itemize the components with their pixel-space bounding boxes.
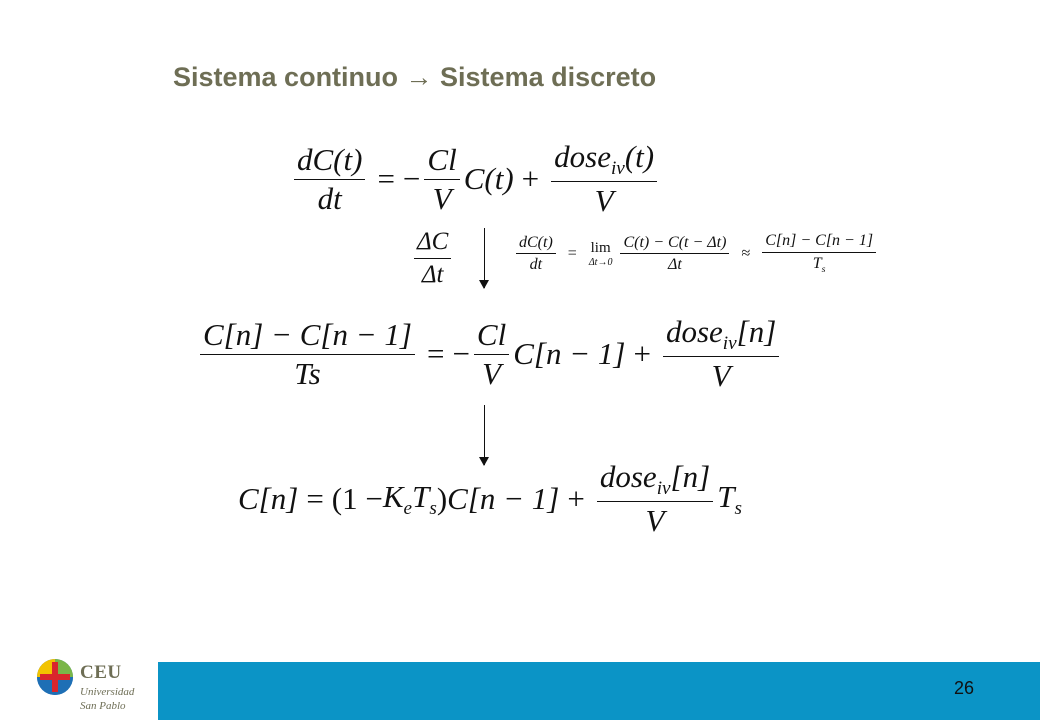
eq2-frac1-denominator: V [482, 355, 502, 391]
eq1-lhs-denominator: dt [317, 180, 342, 216]
recurrence-equation [238, 460, 742, 538]
down-arrow-icon [484, 228, 485, 288]
def-frac1-numerator: C(t) − C(t − Δt) [623, 233, 727, 251]
ceu-logo [36, 658, 156, 718]
eq1-term: C(t) [463, 161, 514, 197]
eq3-term: C[n − 1] [447, 481, 560, 517]
eq1-lhs-numerator: dC(t) [297, 141, 363, 177]
eq2-frac2-numerator: dose$_{iv}$[n] [665, 314, 777, 355]
delta-fraction [410, 228, 455, 288]
page-number: 26 [953, 678, 974, 698]
eq1-lhs-fraction [294, 143, 365, 216]
logo-name: CEU [80, 662, 122, 683]
footer-bar [158, 662, 1040, 720]
discrete-equation [196, 315, 783, 393]
eq2-frac2-denominator: V [711, 358, 731, 394]
eq2-term: C[n − 1] [513, 336, 626, 372]
eq1-clearance-fraction [424, 143, 459, 216]
eq3-ke: $K_e$ [382, 478, 413, 519]
eq2-lhs-denominator: Ts [294, 355, 321, 391]
logo-line1: Universidad [80, 686, 135, 698]
def-equals: = [567, 244, 577, 262]
logo-line2: San Pablo [80, 700, 126, 712]
eq1-plus: + [521, 161, 540, 197]
eq3-plus: + [567, 481, 585, 517]
derivative-definition [512, 232, 880, 276]
continuous-equation [290, 140, 661, 218]
eq3-equals: = [306, 481, 324, 517]
eq1-frac1-numerator: Cl [427, 141, 457, 177]
eq1-dose-fraction [551, 140, 657, 218]
eq2-frac1-numerator: Cl [476, 316, 507, 352]
eq1-equals: = [377, 161, 395, 197]
eq2-equals: = [426, 336, 445, 372]
eq1-frac2-denominator: V [594, 183, 614, 219]
eq1-frac1-denominator: V [432, 180, 452, 216]
eq3-paren-open: (1 − [331, 481, 383, 517]
eq3-ts: $T_s$ [412, 478, 437, 519]
def-frac2-numerator: C[n] − C[n − 1] [765, 232, 874, 249]
def-approx: ≈ [741, 244, 751, 262]
delta-numerator: ΔC [417, 228, 449, 255]
eq3-frac-numerator: dose$_{iv}$[n] [599, 459, 711, 500]
def-lhs-numerator: dC(t) [519, 233, 553, 251]
def-limit: lim Δt→0 [588, 239, 613, 268]
slide-title: Sistema continuo → Sistema discreto [173, 62, 657, 92]
eq2-plus: + [633, 336, 651, 372]
eq3-frac-denominator: V [645, 503, 665, 539]
eq2-minus: − [452, 336, 470, 372]
def-lhs-denominator: dt [529, 256, 543, 274]
eq3-paren-close: ) [436, 481, 448, 517]
eq3-lhs: C[n] [238, 481, 299, 517]
def-frac2-denominator: $T_s$ [812, 254, 826, 275]
def-frac1-denominator: Δt [668, 256, 682, 274]
down-arrow-icon [484, 405, 485, 465]
eq2-lhs-numerator: C[n] − C[n − 1] [203, 316, 412, 352]
delta-denominator: Δt [421, 260, 444, 288]
ceu-emblem-icon [36, 658, 74, 696]
eq1-frac2-numerator: dose$_{iv}$(t) [554, 139, 655, 180]
eq3-tail-ts: $T_s$ [717, 478, 742, 519]
eq1-minus: − [402, 161, 421, 197]
